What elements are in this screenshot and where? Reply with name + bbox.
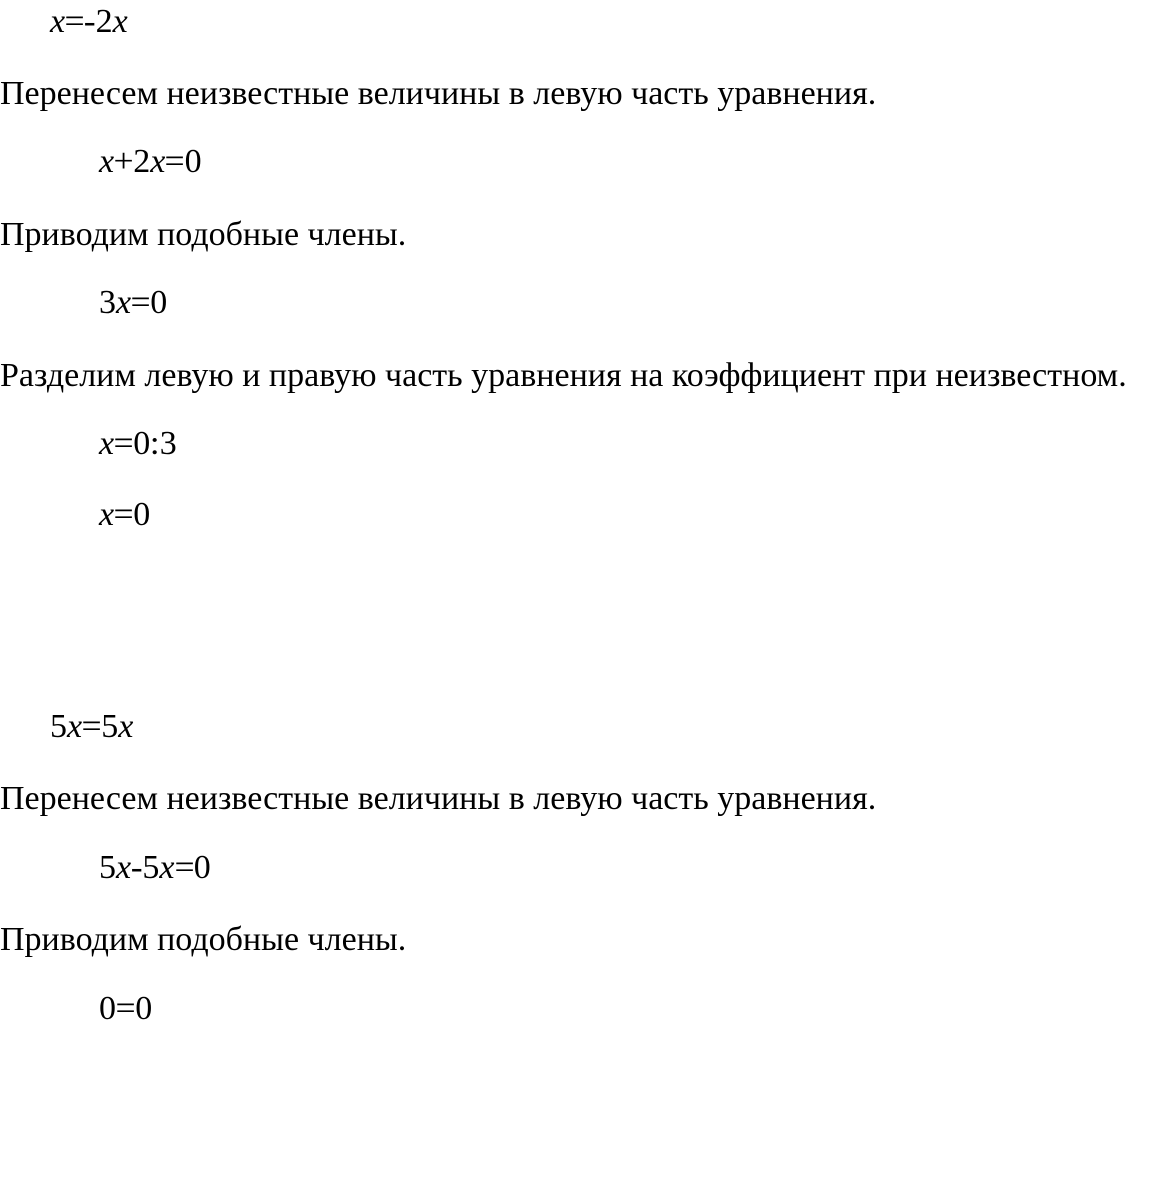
equation-block-1-step-3-text: [99, 425, 177, 462]
math-operator: =: [81, 708, 102, 745]
equation-block-1-result-text: [99, 496, 150, 533]
math-character: 0: [135, 990, 153, 1027]
equation-block-1-start-text: [50, 3, 128, 40]
equation-block-1-step-3: [99, 424, 177, 464]
math-character: 3: [99, 284, 116, 321]
variable-x: x: [116, 849, 132, 886]
step-text-block-1-transfer: Перенесем неизвестные величины в левую часть уравнения.: [0, 75, 877, 112]
step-text-block-2-like-terms: Приводим подобные члены.: [0, 921, 407, 958]
variable-x: x: [99, 425, 115, 462]
step-text-block-2-transfer: Перенесем неизвестные величины в левую часть уравнения.: [0, 780, 877, 817]
variable-x: x: [118, 708, 134, 745]
math-character: 0: [150, 284, 168, 321]
variable-x: x: [99, 143, 115, 180]
math-operator: =: [64, 3, 85, 40]
math-character: 0: [184, 143, 202, 180]
math-character: 2: [95, 3, 113, 40]
math-operator: -: [130, 849, 143, 886]
variable-x: x: [150, 143, 166, 180]
equation-block-2-start-text: [50, 708, 133, 745]
variable-x: x: [99, 496, 115, 533]
math-operator: =: [113, 425, 134, 462]
math-character: 0: [99, 990, 116, 1027]
math-character: 3: [159, 425, 177, 462]
math-character: 5: [99, 849, 116, 886]
math-character: 0: [193, 849, 211, 886]
math-character: 0: [133, 425, 151, 462]
variable-x: x: [159, 849, 175, 886]
math-character: 5: [50, 708, 67, 745]
math-character: 5: [142, 849, 160, 886]
step-text-block-1-like-terms: Приводим подобные члены.: [0, 216, 407, 253]
equation-block-2-step-2: [99, 989, 152, 1029]
math-operator: =: [115, 990, 136, 1027]
math-character: 0: [133, 496, 151, 533]
equation-block-2-step-1: [99, 848, 211, 888]
math-operator: =: [164, 143, 186, 180]
variable-x: x: [116, 284, 132, 321]
equation-block-2-step-1-text: [99, 849, 211, 886]
math-operator: -: [83, 3, 96, 40]
math-character: 5: [101, 708, 119, 745]
math-character: 2: [133, 143, 151, 180]
math-operator: +: [113, 143, 134, 180]
step-text-block-1-divide: Разделим левую и правую часть уравнения на коэффициент при неизвестном.: [0, 357, 1127, 394]
math-operator: =: [113, 496, 134, 533]
math-operator: =: [130, 284, 151, 321]
equation-block-2-step-2-text: [99, 990, 152, 1027]
equation-block-1-step-1-text: [99, 143, 202, 180]
equation-block-1-result: [99, 495, 150, 535]
variable-x: x: [67, 708, 83, 745]
equation-block-1-step-1: [99, 142, 202, 182]
equation-block-1-step-2-text: [99, 284, 167, 321]
math-operator: =: [174, 849, 195, 886]
variable-x: x: [112, 3, 128, 40]
variable-x: x: [50, 3, 66, 40]
equation-block-1-step-2: [99, 283, 167, 323]
equation-block-2-start: [50, 707, 133, 747]
equation-block-1-start: [50, 2, 128, 42]
math-operator: :: [150, 425, 160, 462]
